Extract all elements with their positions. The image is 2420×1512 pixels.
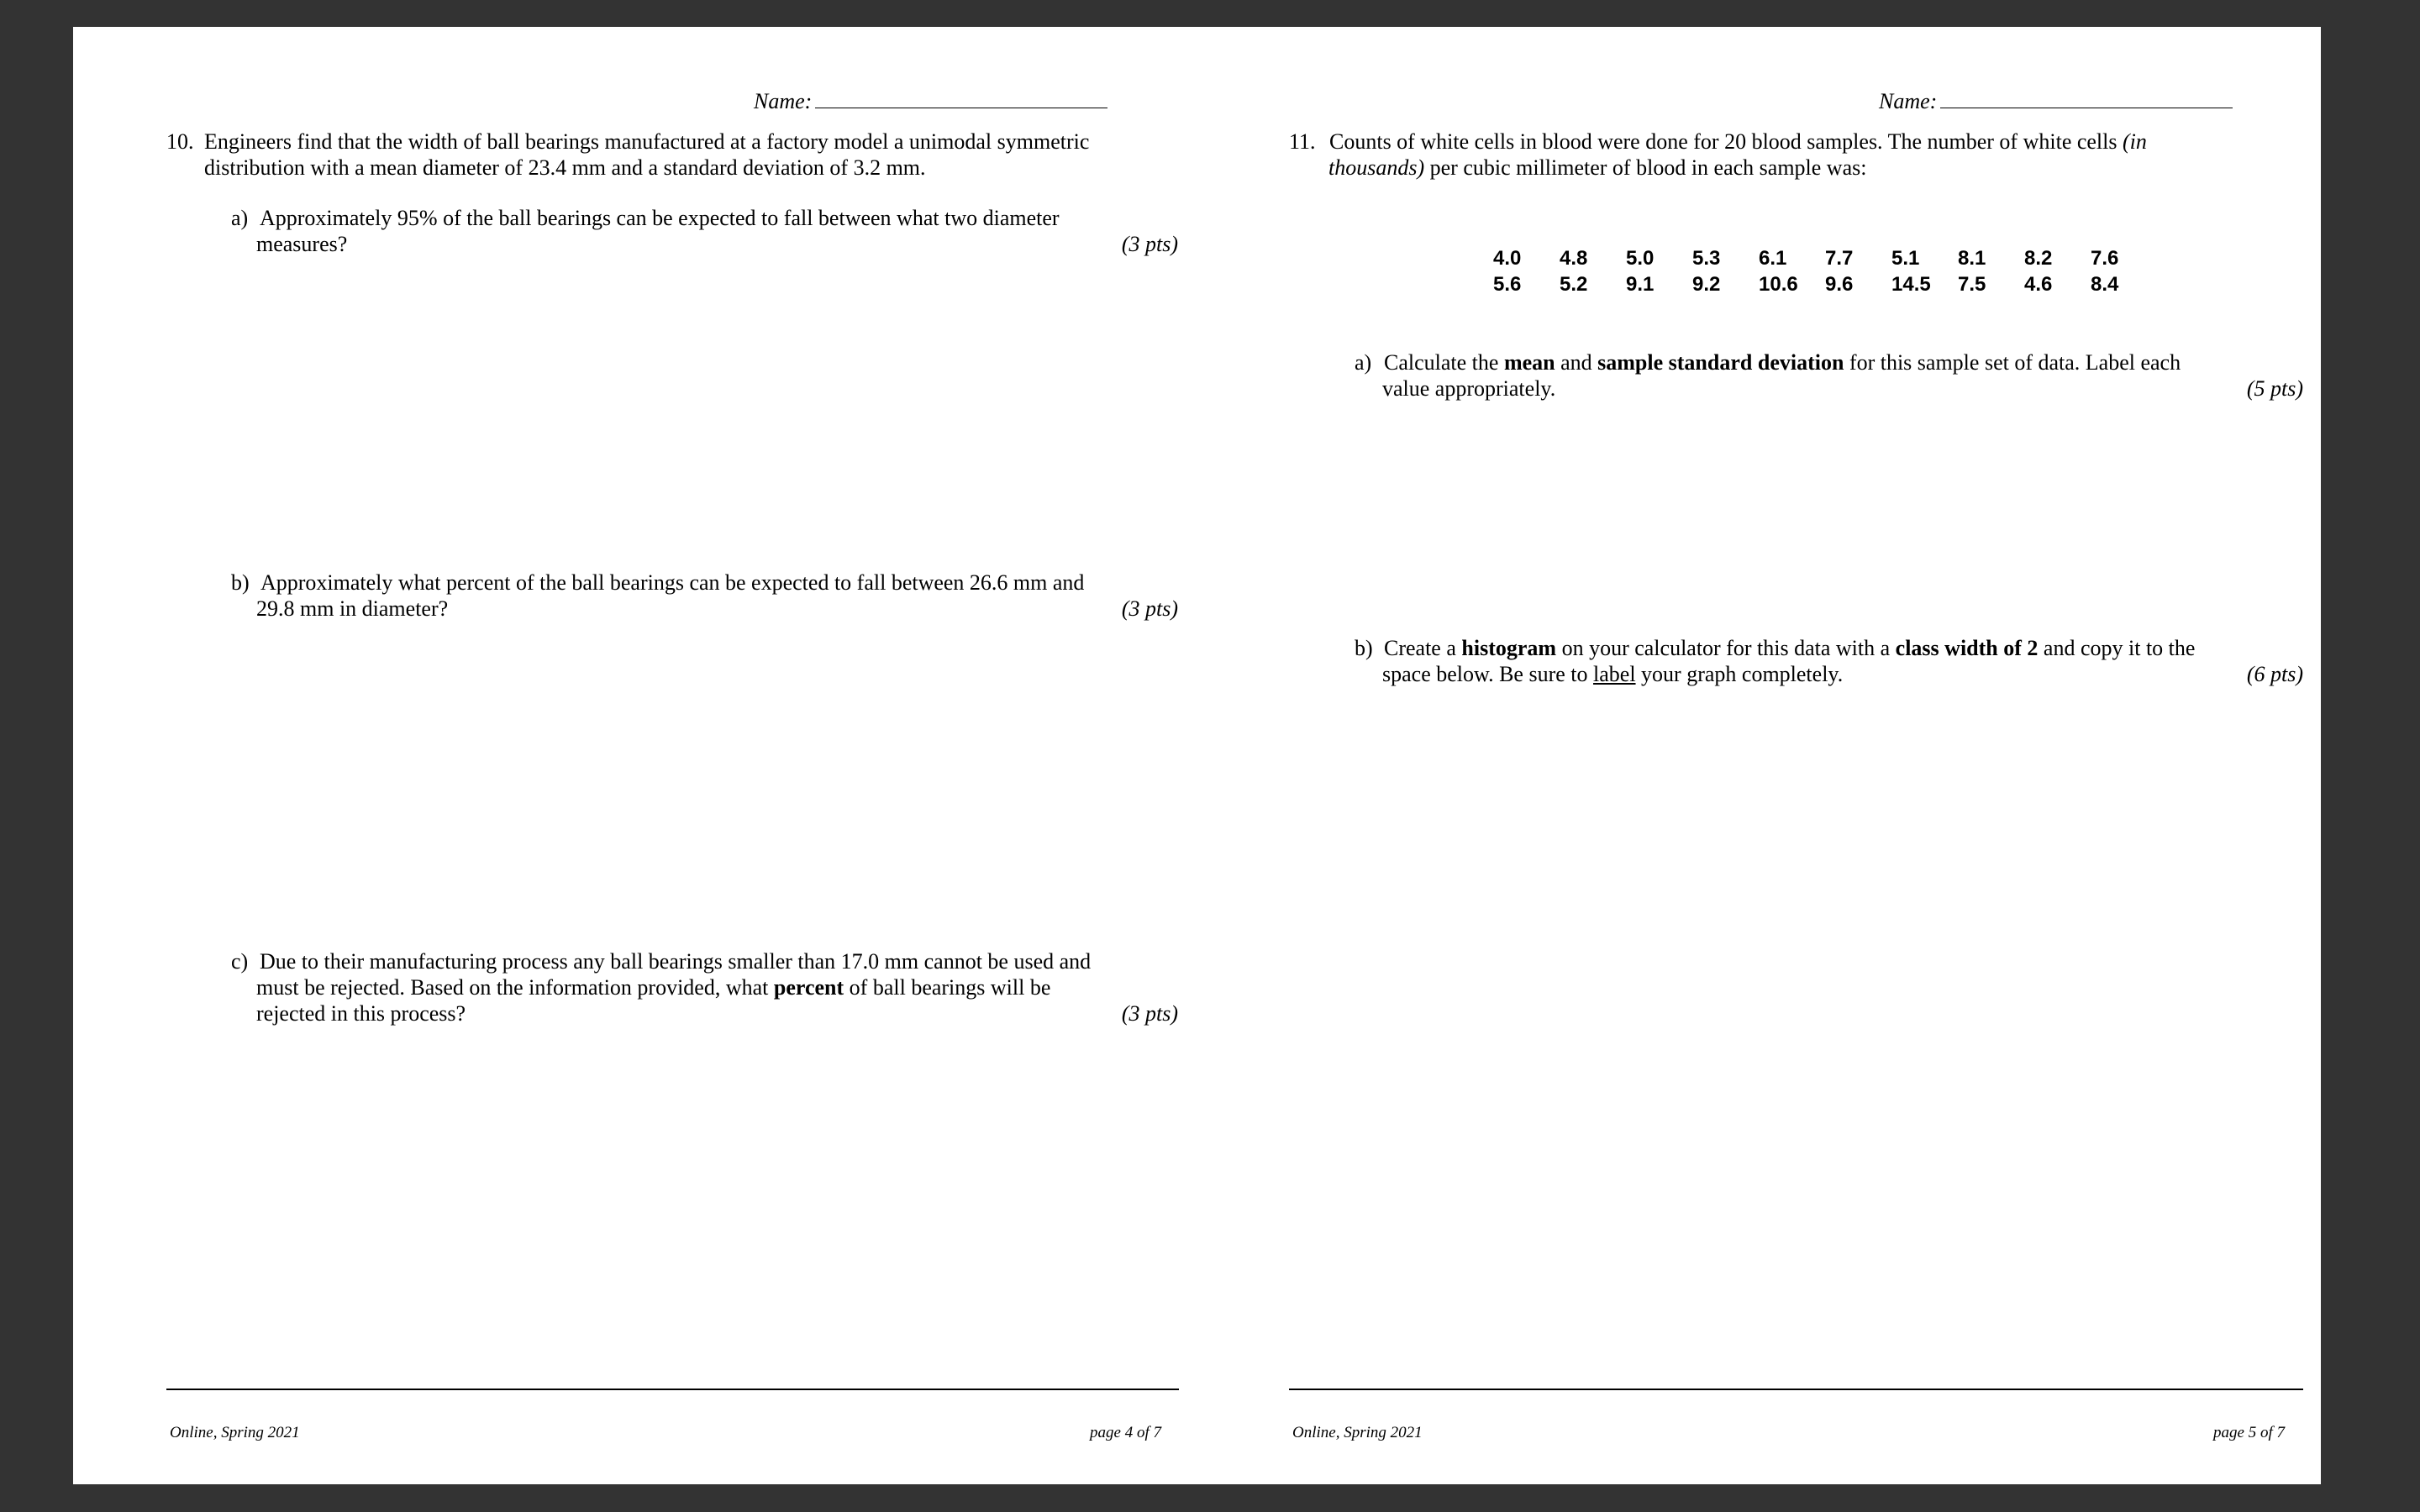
part-c-line: Due to their manufacturing process any ball bearings smaller than 17.0 mm cannot be used and <box>260 949 1092 974</box>
part-a-points: (5 pts) <box>2246 376 2303 401</box>
text-run: and <box>1555 350 1598 375</box>
question-number: 11. <box>1289 129 1316 154</box>
part-b-line: Approximately what percent of the ball bearings can be expected to fall between 26.6 mm and <box>260 570 1085 595</box>
part-c-line <box>256 974 1184 1000</box>
question-stem <box>1329 129 2312 181</box>
data-cell: 8.1 <box>1958 247 1986 270</box>
text-run: per cubic millimeter of blood in each sample was: <box>1424 155 1867 180</box>
bold-run: percent <box>773 975 844 1000</box>
document-spread <box>73 27 2321 1484</box>
part-b-letter: b) <box>1355 636 1373 660</box>
data-cell: 9.2 <box>1692 273 1721 296</box>
name-blank <box>815 89 1107 108</box>
part-a-letter: a) <box>1355 350 1372 375</box>
question-stem <box>204 129 1196 181</box>
part-b-points: (6 pts) <box>2246 662 2303 686</box>
name-label: Name: <box>1879 89 1938 113</box>
question-stem-line: Engineers find that the width of ball bearings manufactured at a factory model a unimodal symmetric <box>204 129 1090 154</box>
part-b-text <box>256 570 1168 622</box>
data-cell: 10.6 <box>1759 273 1798 296</box>
text-run: space below. Be sure to <box>1382 662 1594 686</box>
text-run: your graph completely. <box>1635 662 1844 686</box>
text-run: for this sample set of data. Label each <box>1844 350 2181 375</box>
part-c-letter: c) <box>231 949 249 974</box>
text-run: Counts of white cells in blood were done for 20 blood samples. The number of white cells <box>1329 129 2123 154</box>
bold-run: sample standard deviation <box>1597 350 1844 375</box>
footer-rule <box>166 1389 1179 1390</box>
name-field <box>1879 88 2233 114</box>
data-cell: 7.5 <box>1958 273 1986 296</box>
part-b-line: 29.8 mm in diameter? <box>256 596 449 621</box>
part-a-line: value appropriately. <box>1382 376 1556 401</box>
page-5 <box>1197 27 2321 1484</box>
part-b-letter: b) <box>231 570 250 595</box>
name-field <box>754 88 1107 114</box>
data-cell: 6.1 <box>1759 247 1787 270</box>
question-stem-line <box>1329 129 2312 155</box>
name-blank <box>1940 89 2233 108</box>
footer-page-number: page 4 of 7 <box>1090 1424 1161 1441</box>
data-cell: 5.0 <box>1626 247 1655 270</box>
bold-run: class width of 2 <box>1895 636 2039 660</box>
part-a-text <box>256 205 1150 257</box>
part-b-points: (3 pts) <box>1121 596 1178 621</box>
footer-rule <box>1289 1389 2303 1390</box>
data-row <box>1493 245 2141 271</box>
part-b-line <box>1384 635 2308 661</box>
part-a-points: (3 pts) <box>1121 232 1178 256</box>
data-cell: 4.8 <box>1560 247 1588 270</box>
data-cell: 5.1 <box>1891 247 1920 270</box>
page-4 <box>73 27 1197 1484</box>
data-cell: 5.3 <box>1692 247 1721 270</box>
data-cell: 5.2 <box>1560 273 1588 296</box>
question-stem-line <box>1328 155 2312 181</box>
part-a-line: Approximately 95% of the ball bearings can be expected to fall between what two diameter <box>260 206 1060 230</box>
data-table <box>1493 245 2141 297</box>
text-run: Create a <box>1384 636 1462 660</box>
footer-left: Online, Spring 2021 <box>170 1424 300 1441</box>
italic-run: thousands) <box>1328 155 1425 180</box>
text-run: on your calculator for this data with a <box>1556 636 1896 660</box>
footer-page-number: page 5 of 7 <box>2213 1424 2285 1441</box>
data-cell: 7.6 <box>2091 247 2119 270</box>
text-run: must be rejected. Based on the information provided, what <box>256 975 774 1000</box>
text-run: Calculate the <box>1384 350 1504 375</box>
data-cell: 14.5 <box>1891 273 1931 296</box>
bold-run: histogram <box>1461 636 1557 660</box>
part-a-letter: a) <box>231 206 249 230</box>
data-cell: 4.6 <box>2024 273 2053 296</box>
name-label: Name: <box>754 89 813 113</box>
bold-run: mean <box>1503 350 1555 375</box>
part-c-points: (3 pts) <box>1121 1001 1178 1026</box>
data-cell: 5.6 <box>1493 273 1522 296</box>
italic-run: (in <box>2123 129 2147 154</box>
part-a-line <box>1384 349 2308 375</box>
data-cell: 8.2 <box>2024 247 2053 270</box>
data-cell: 7.7 <box>1825 247 1854 270</box>
part-c-line: rejected in this process? <box>256 1001 466 1026</box>
data-cell: 8.4 <box>2091 273 2119 296</box>
part-a-line: measures? <box>256 232 348 256</box>
data-cell: 9.6 <box>1825 273 1854 296</box>
text-run: and copy it to the <box>2038 636 2196 660</box>
question-number: 10. <box>166 129 194 154</box>
data-cell: 4.0 <box>1493 247 1522 270</box>
underlined-run: label <box>1593 662 1636 686</box>
text-run: of ball bearings will be <box>844 975 1051 1000</box>
footer-left: Online, Spring 2021 <box>1292 1424 1423 1441</box>
question-stem-line: distribution with a mean diameter of 23.4 mm and a standard deviation of 3.2 mm. <box>204 155 926 180</box>
data-cell: 9.1 <box>1626 273 1655 296</box>
data-row <box>1493 271 2141 297</box>
